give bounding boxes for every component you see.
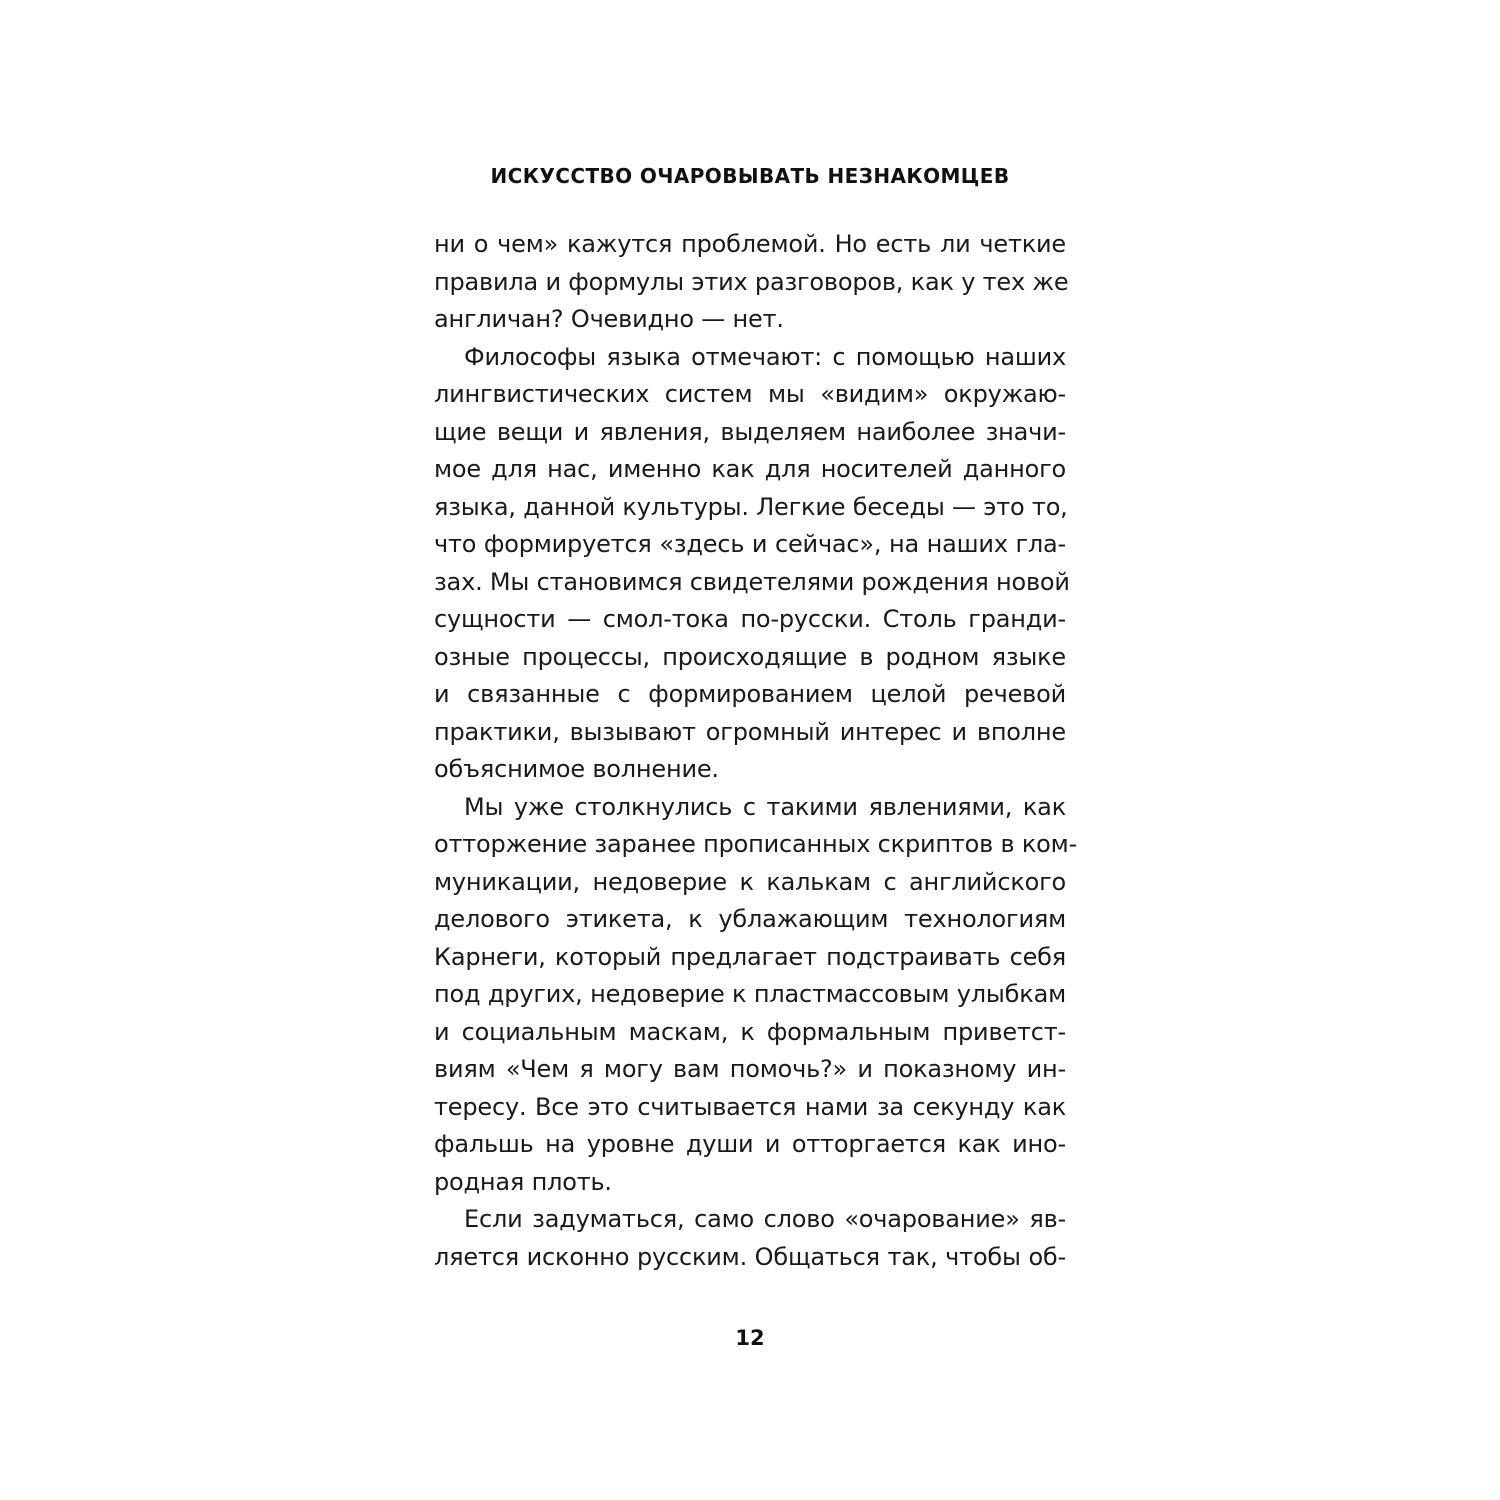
text-line: языка, данной культуры. Легкие беседы — это то, [434, 492, 1068, 521]
text-line: делового этикета, к ублажающим технологиям [434, 905, 1066, 933]
text-line: правила и формулы этих разговоров, как у тех же [434, 267, 1069, 296]
text-line: муникации, недоверие к калькам с английского [434, 867, 1066, 896]
text-line: Мы уже столкнулись с такими явлениями, как [464, 792, 1066, 821]
text-line: Если задуматься, само слово «очарование» яв- [464, 1205, 1066, 1233]
text-line: тересу. Все это считывается нами за секунду как [434, 1092, 1066, 1121]
text-line: щие вещи и явления, выделяем наиболее значи- [434, 417, 1066, 446]
text-line: родная плоть. [434, 1167, 612, 1196]
text-line: озные процессы, происходящие в родном языке [434, 642, 1066, 671]
page-number: 12 [735, 1326, 765, 1350]
running-head: ИСКУССТВО ОЧАРОВЫВАТЬ НЕЗНАКОМЦЕВ [490, 164, 1010, 188]
text-line: англичан? Очевидно — нет. [434, 305, 784, 333]
text-line: виям «Чем я могу вам помочь?» и показному ин- [434, 1055, 1066, 1083]
text-line: объяснимое волнение. [434, 755, 719, 783]
text-line: лингвистических систем мы «видим» окружаю- [434, 380, 1066, 408]
text-line: под других, недоверие к пластмассовым улыбкам [434, 980, 1066, 1008]
text-line: сущности — смол-тока по-русски. Столь гранди- [434, 605, 1066, 633]
text-line: что формируется «здесь и сейчас», на наших гла- [434, 530, 1066, 558]
text-line: ни о чем» кажутся проблемой. Но есть ли четкие [434, 230, 1066, 258]
text-line: зах. Мы становимся свидетелями рождения новой [434, 567, 1070, 596]
text-line: отторжение заранее прописанных скриптов в ком- [434, 830, 1078, 858]
text-line: и социальным маскам, к формальным приветст- [434, 1017, 1066, 1046]
text-line: фальшь на уровне души и отторгается как ино- [434, 1130, 1066, 1158]
text-line: Философы языка отмечают: с помощью наших [464, 342, 1066, 371]
text-line: практики, вызывают огромный интерес и вполне [434, 717, 1066, 746]
body-text [434, 226, 1078, 1276]
text-line: ляется исконно русским. Общаться так, чтобы об- [434, 1242, 1066, 1271]
text-line: Карнеги, который предлагает подстраивать себя [434, 942, 1066, 971]
text-line: и связанные с формированием целой речевой [434, 680, 1066, 708]
text-line: мое для нас, именно как для носителей данного [434, 455, 1066, 483]
